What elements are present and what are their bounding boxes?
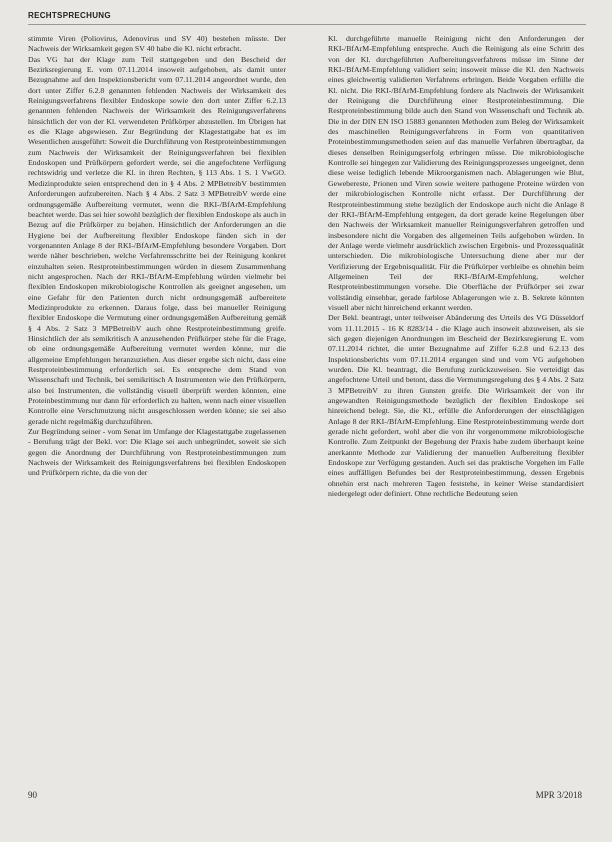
paragraph: Der Bekl. beantragt, unter teilweiser Abänderung des Urteils des VG Düsseldorf vom 11.11.2015 - 16 K 8283/14 - die Klage auch insoweit abzuweisen, als sie sich gegen diejenigen Anordnungen im Bescheid der Bezirksregierung E. vom 07.11.2014 richtet, die unter Bezugnahme auf Ziffer 6.2.8 und 6.2.13 des Inspektionsberichts vom 07.11.2014 ergangen sind und vom VG aufgehoben wurden. Die Kl. beantragt, die Berufung zurückzuweisen. Sie verteidigt das angefochtene Urteil und betont, dass die Vermutungsregelung des § 4 Abs. 2 Satz 3 MPBetreibV zu ihren Gunsten greife. Die Wirksamkeit der von ihr angewandten Reinigungsmethode bezüglich der flexiblen Endoskope sei hinreichend belegt. Sie, die Kl., erfülle die Anforderungen der einschlägigen Anlage 8 der RKI-/BfArM-Empfehlung. Eine Restproteinbestimmung werde dort gerade nicht gefordert, wohl aber die von ihr vorgenommene mikrobiologische Kontrolle. Zum Zeitpunkt der Begehung der Praxis habe zudem überhaupt keine anerkannte Methode zur Validierung der manuellen Aufbereitung flexibler Endoskope zur Verfügung gestanden. Auch sei das praktische Vorgehen im Falle eines auffälligen Befundes bei der Restproteinbestimmung, dessen Ergebnis ohnehin erst nach mehreren Tagen feststehe, in keiner Weise standardisiert niedergelegt oder definiert. Ohne rechtliche Bedeutung seien [328,313,584,499]
header-rule [28,24,586,25]
paragraph: Kl. durchgeführte manuelle Reinigung nicht den Anforderungen der RKI-/BfArM-Empfehlung entspreche. Auch die Reinigung als eine Schritt des von der Kl. durchgeführten Aufbereitungsverfahrens müsse im Sinne der RKI-/BfArM-Empfehlung validiert sein; insoweit müsse die Kl. den Nachweis eines gleichwertig validierten Verfahrens erbringen. Beide Vorgaben erfülle die Kl. nicht. Die RKI-/BfArM-Empfehlung fordere als Nachweis der Wirksamkeit der Reinigung die Durchführung einer Restproteinbestimmung. Die Restproteinbestimmung bilde auch den Stand von Wissenschaft und Technik ab. Die in der DIN EN ISO 15883 genannten Methoden zum Beleg der Wirksamkeit des maschinellen Reinigungsverfahrens in Form von quantitativen Proteinbestimmungsmethoden seien auf das manuelle Verfahren übertragbar, da dieses denselben Reinigungserfolg erbringen müsse. Die mikrobiologische Kontrolle sei hingegen zur Validierung des Reinigungsprozesses ungeeignet, denn diese weise lediglich lebende Mikroorganismen nach. Ablagerungen wie Blut, Gewebereste, Prionen und Viren sowie weitere pathogene Proteine würden von der mikrobiologischen Kontrolle nicht erfasst. Der Durchführung der Restproteinbestimmung stehe bezüglich der Endoskope auch nicht die Anlage 8 der RKI-/BfArM-Empfehlung entgegen, da dort gerade keine Regelungen über den Nachweis der Wirksamkeit manueller Reinigungsverfahren getroffen und insbesondere nicht die Vorgaben des allgemeinen Teils aufgehoben würden. In der Anlage werde vielmehr ausdrücklich zwischen Ergebnis- und Prozessqualität unterschieden. Die mikrobiologische Untersuchung diene aber nur der Verifizierung der Ergebnisqualität. Für die Prüfkörper verbleibe es ohnehin beim Allgemeinen Teil der RKI-/BfArM-Empfehlung, welcher Restproteinbestimmungen vorsehe. Die Oberfläche der Prüfkörper sei zwar vollständig einsehbar, gerade farblose Ablagerungen wie z. B. Sekrete könnten visuell aber nicht hinreichend erkannt werden. [328,34,584,312]
text-column-right [328,34,584,772]
text-column-left [28,34,286,772]
journal-reference: MPR 3/2018 [535,790,582,800]
paragraph: Das VG hat der Klage zum Teil stattgegeben und den Bescheid der Bezirksregierung E. vom 07.11.2014 insoweit aufgehoben, als damit unter Bezugnahme auf den Inspektionsbericht vom 07.11.2014 angeordnet wurde, den dort unter Ziffer 6.2.8 genannten fehlenden Nachweis der Wirksamkeit des Reinigungsverfahrens flexibler Endoskope sowie den dort unter Ziffer 6.2.13 genannten fehlenden Nachweis der Wirksamkeit des Reinigungsverfahrens hinsichtlich der von der Kl. verwendeten Prüfkörper abzustellen. Im Übrigen hat es die Klage abgewiesen. Zur Begründung der Klagestattgabe hat es im Wesentlichen ausgeführt: Soweit die Durchführung von Restproteinbestimmungen zum Nachweis der Wirksamkeit der Reinigungsverfahren bei flexiblen Endoskopen und Prüfkörpern gefordert werde, sei die angefochtene Verfügung rechtswidrig und verletze die Kl. in ihren Rechten, § 113 Abs. 1 S. 1 VwGO. Medizinprodukte seien entsprechend den in § 4 Abs. 2 MPBetreibV bestimmten Anforderungen aufzubereiten. Nach § 4 Abs. 2 Satz 3 MPBetreibV werde eine ordnungsgemäße Aufbereitung vermutet, wenn die RKI-/BfArM-Empfehlung beachtet werde. Das sei hier sowohl bezüglich der flexiblen Endoskope als auch in Bezug auf die Prüfkörper zu bejahen. Hinsichtlich der Anforderungen an die Hygiene bei der Aufbereitung flexibler Endoskope fänden sich in der vorgenannten Anlage 8 der RKI-/BfArM-Empfehlung besondere Vorgaben. Dort werde näher beschrieben, welche Verfahrensschritte bei der Reinigung konkret einzuhalten seien. Restproteinbestimmungen würden in diesem Zusammenhang nicht angesprochen. Nach der RKI-/BfArM-Empfehlung würden vielmehr bei flexiblen Endoskopen mikrobiologische Kontrollen als geeignet angesehen, um eine Gefahr für den Patienten durch nicht ordnungsgemäß aufbereitete Medizinprodukte zu erkennen. Daraus folge, dass bei manueller Reinigung flexibler Endoskope die Vermutung einer ordnungsgemäßen Aufbereitung gemäß § 4 Abs. 2 Satz 3 MPBetreibV auch ohne Restproteinbestimmung greife. Hinsichtlich der als semikritisch A anzusehenden Prüfkörper stehe für die Frage, ob eine ordnungsgemäße Aufbereitung vermutet werden könne, nur die allgemeine Empfehlungen heranzuziehen. Aus dieser ergebe sich nicht, dass eine Restproteinbestimmung erforderlich sei. Es entspreche dem Stand von Wissenschaft und Technik, bei semikritisch A Instrumenten wie den Prüfkörpern, also bei Instrumenten, die vollständig visuell überprüft werden könnten, eine Proteinbestimmung nur dann für erforderlich zu halten, wenn nach einer visuellen Kontrolle eine Verschmutzung nicht ausgeschlossen werden könne; sie sei also gerade nicht regelmäßig durchzuführen. [28,54,286,426]
paragraph: Zur Begründung seiner - vom Senat im Umfange der Klagestattgabe zugelassenen - Berufung trägt der Bekl. vor: Die Klage sei auch unbegründet, soweit sie sich gegen die Anordnung der Durchführung von Restproteinbestimmungen zum Nachweis der Wirksamkeit des Reinigungsverfahrens bei flexiblen Endoskopen und Prüfkörpern richte, da die von der [28,427,286,478]
paragraph: stimmte Viren (Poliovirus, Adenovirus und SV 40) bestehen müsste. Der Nachweis der Wirksamkeit gegen SV 40 habe die Kl. nicht erbracht. [28,34,286,54]
section-header: RECHTSPRECHUNG [28,11,111,20]
page-number: 90 [28,790,37,800]
